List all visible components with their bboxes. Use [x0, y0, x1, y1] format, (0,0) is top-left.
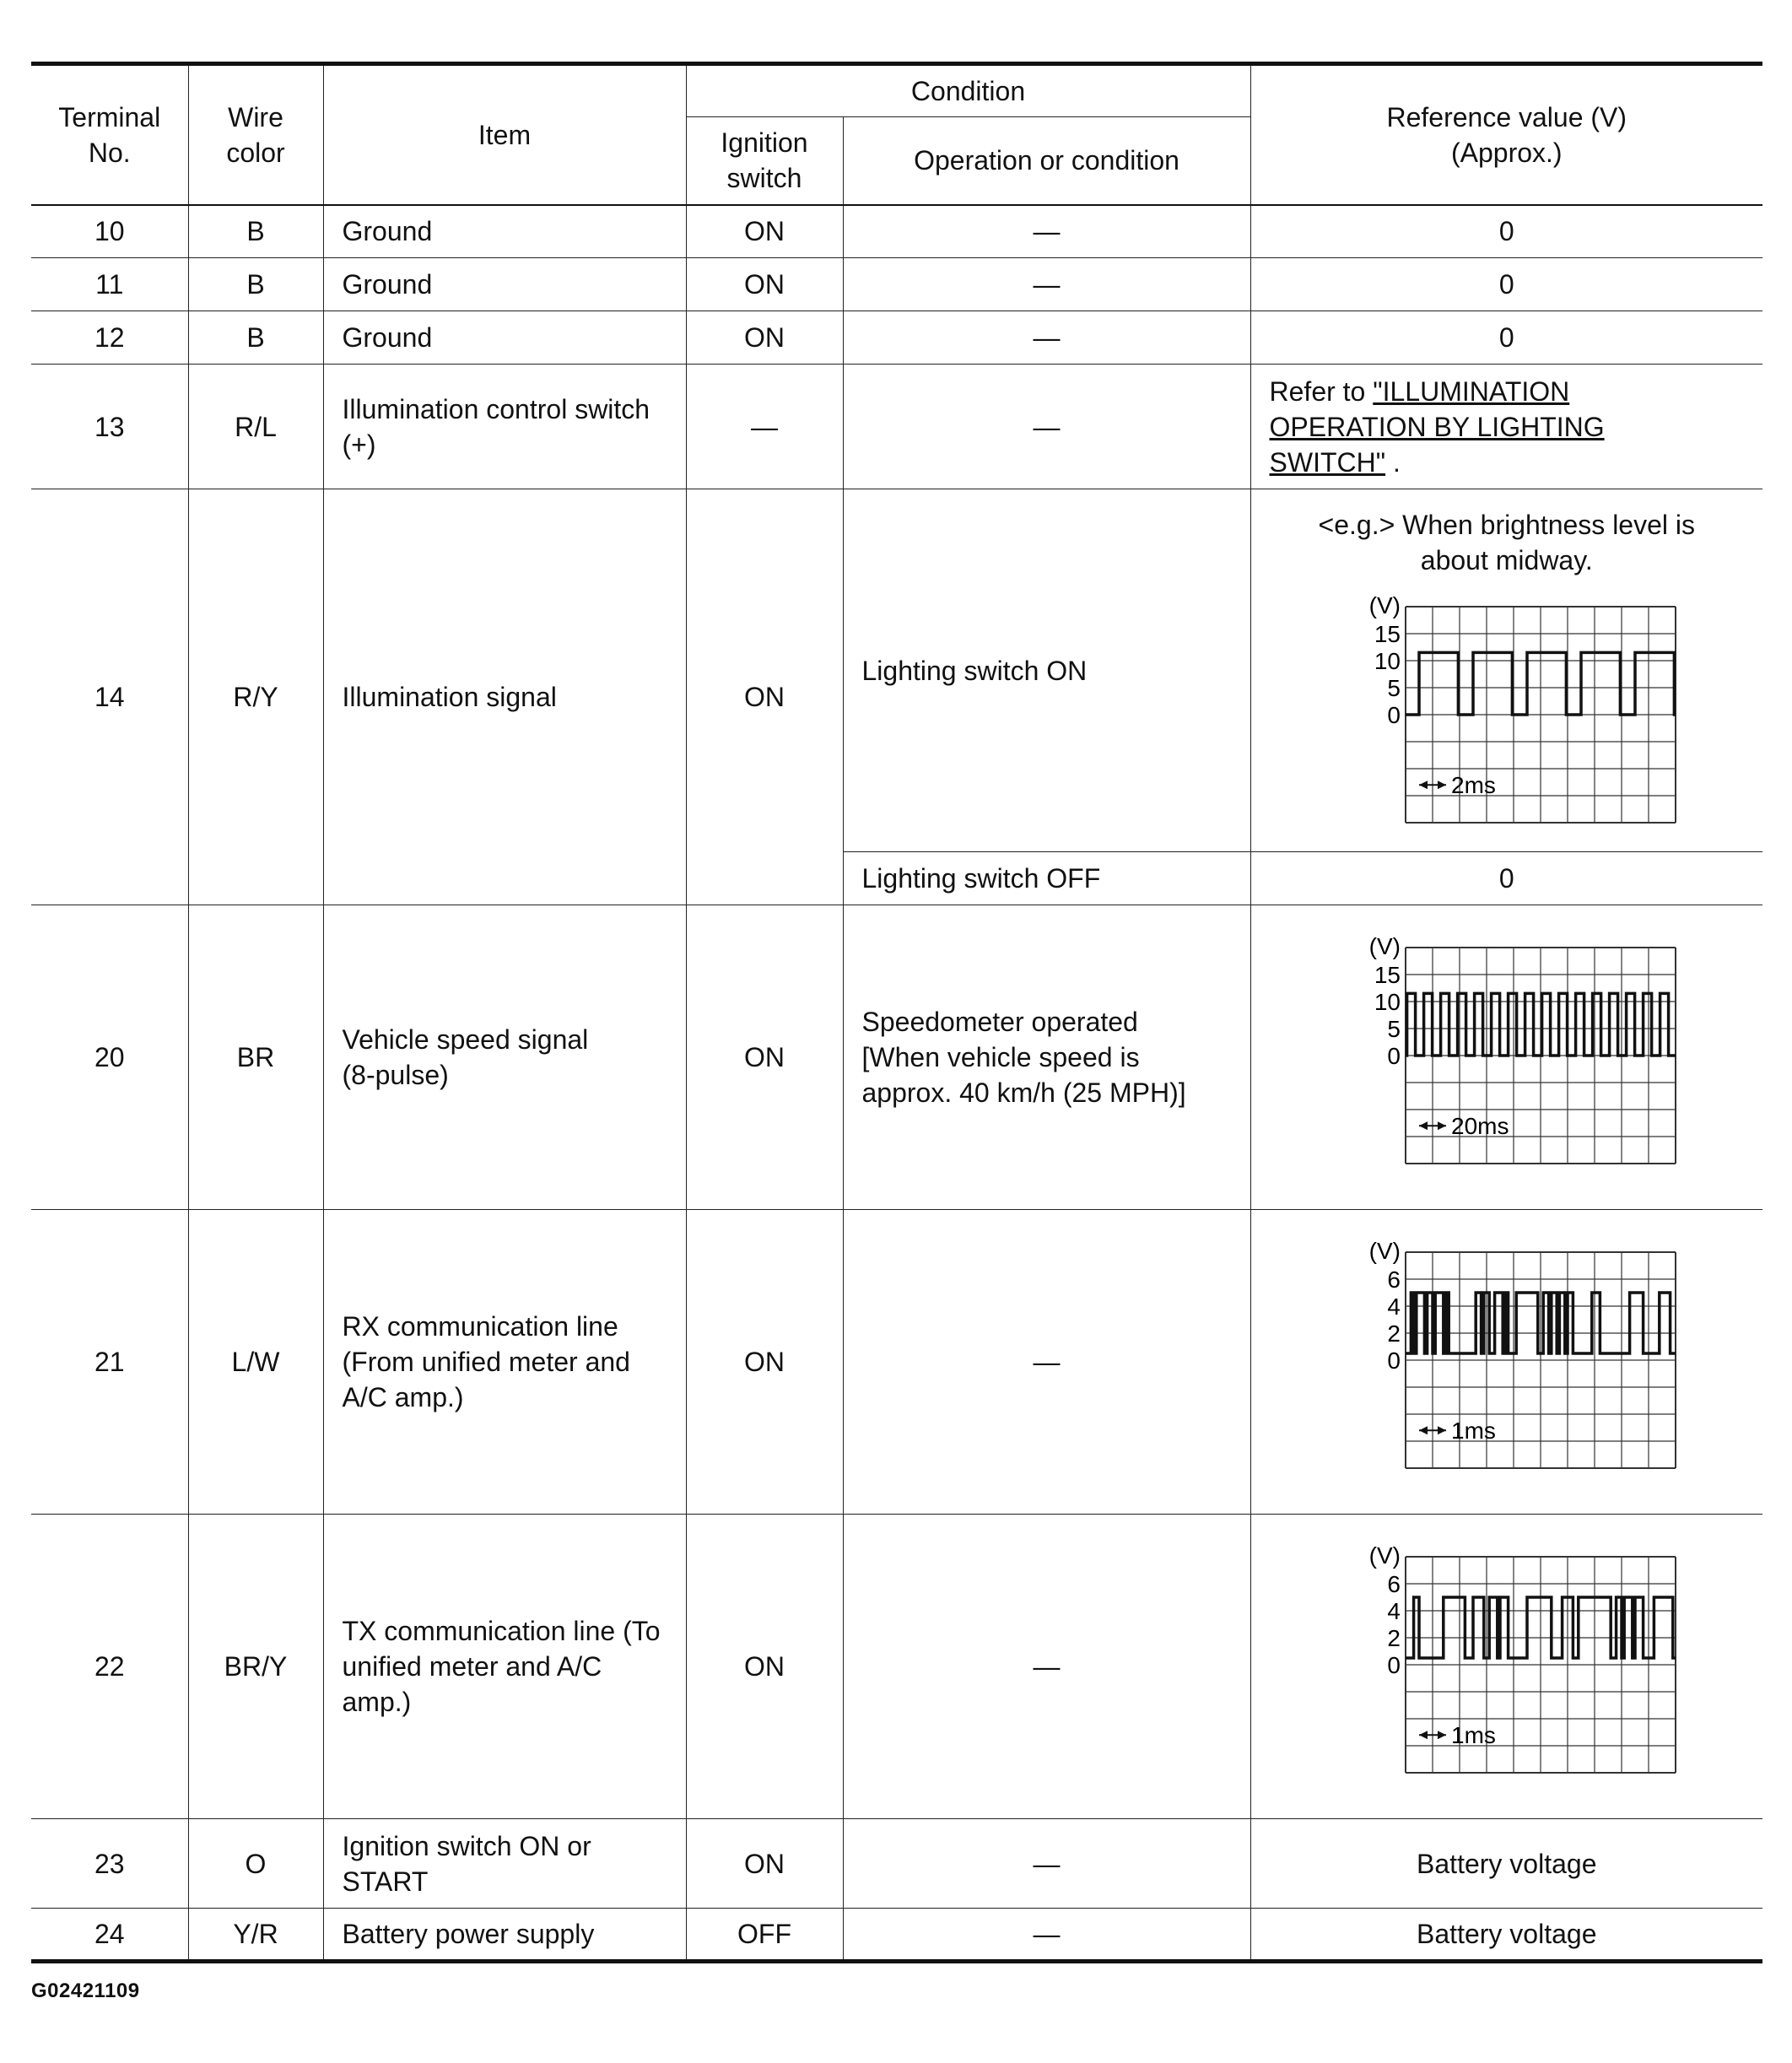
wire-color: BR/Y	[188, 1515, 323, 1819]
reference-link[interactable]: "ILLUMINATION OPERATION BY LIGHTING SWITCH"	[1269, 375, 1605, 478]
axis-tick-label: 0	[1387, 1652, 1401, 1678]
operation: —	[843, 365, 1250, 489]
wire-color: B	[188, 311, 323, 365]
wire-color: R/Y	[188, 489, 323, 905]
table-row	[31, 489, 1762, 852]
terminal-no: 11	[31, 258, 188, 311]
reference-value	[1250, 489, 1762, 852]
time-scale-label: 20ms	[1450, 1113, 1509, 1140]
axis-unit-label: (V)	[1368, 1238, 1401, 1264]
ignition-switch: ON	[686, 311, 843, 365]
item: Ignition switch ON or START	[323, 1819, 686, 1909]
operation: Lighting switch ON	[843, 489, 1250, 852]
item: Ground	[323, 205, 686, 258]
wire-color: B	[188, 205, 323, 258]
time-scale-label: 1ms	[1450, 1722, 1496, 1749]
ignition-switch: ON	[686, 258, 843, 311]
terminal-no: 14	[31, 489, 188, 905]
time-scale-arrow-right	[1438, 1426, 1446, 1434]
terminal-no: 12	[31, 311, 188, 365]
axis-tick-label: 4	[1387, 1293, 1401, 1320]
axis-tick-label: 10	[1374, 989, 1401, 1015]
header-condition: Condition	[686, 64, 1250, 117]
axis-tick-label: 0	[1387, 1347, 1401, 1374]
operation: Lighting switch OFF	[843, 852, 1250, 905]
item: Ground	[323, 258, 686, 311]
figure-code: G02421109	[31, 1979, 140, 2002]
item: Vehicle speed signal (8-pulse)	[323, 905, 686, 1210]
axis-tick-label: 0	[1387, 701, 1401, 728]
time-scale-arrow-right	[1438, 1731, 1446, 1739]
signal-trace	[1406, 993, 1676, 1056]
operation: Speedometer operated [When vehicle speed is approx. 40 km/h (25 MPH)]	[843, 905, 1250, 1210]
terminal-no: 21	[31, 1210, 188, 1515]
table-row	[31, 311, 1762, 365]
terminal-no: 10	[31, 205, 188, 258]
terminal-reference-table	[31, 62, 1762, 1963]
wire-color: O	[188, 1819, 323, 1909]
table-row	[31, 1909, 1762, 1962]
ignition-switch: ON	[686, 1515, 843, 1819]
reference-value	[1250, 1210, 1762, 1515]
axis-tick-label: 2	[1387, 1625, 1401, 1651]
item: Ground	[323, 311, 686, 365]
table-row	[31, 365, 1762, 489]
header-wire-color: Wire color	[188, 64, 323, 205]
header-ignition-switch: Ignition switch	[686, 117, 843, 205]
item: Illumination signal	[323, 489, 686, 905]
item: RX communication line (From unified meter and A/C amp.)	[323, 1210, 686, 1515]
item: Battery power supply	[323, 1909, 686, 1962]
wire-color: B	[188, 258, 323, 311]
reference-value: 0	[1250, 205, 1762, 258]
axis-tick-label: 5	[1387, 674, 1401, 701]
rx-communication-waveform	[1321, 1235, 1692, 1488]
table-row	[31, 905, 1762, 1210]
reference-suffix: .	[1385, 446, 1401, 478]
axis-unit-label: (V)	[1368, 1542, 1401, 1569]
time-scale-arrow-left	[1419, 780, 1428, 789]
wire-color: BR	[188, 905, 323, 1210]
ignition-switch: ON	[686, 905, 843, 1210]
terminal-no: 20	[31, 905, 188, 1210]
time-scale-label: 1ms	[1450, 1418, 1496, 1445]
wire-color: Y/R	[188, 1909, 323, 1962]
vehicle-speed-waveform	[1321, 931, 1692, 1184]
reference-value	[1250, 365, 1762, 489]
illumination-waveform	[1321, 590, 1692, 843]
operation: —	[843, 1909, 1250, 1962]
reference-value: 0	[1250, 852, 1762, 905]
terminal-no: 22	[31, 1515, 188, 1819]
ignition-switch: ON	[686, 489, 843, 905]
axis-unit-label: (V)	[1368, 591, 1401, 618]
reference-value	[1250, 905, 1762, 1210]
time-scale-arrow-left	[1419, 1426, 1428, 1434]
time-scale-arrow-left	[1419, 1121, 1428, 1130]
scope-grid	[1406, 1252, 1676, 1468]
reference-prefix: Refer to	[1269, 375, 1374, 407]
item: TX communication line (To unified meter and A/C amp.)	[323, 1515, 686, 1819]
axis-tick-label: 15	[1374, 620, 1401, 647]
reference-value	[1250, 1515, 1762, 1819]
axis-tick-label: 15	[1374, 962, 1401, 988]
time-scale-arrow-right	[1438, 1121, 1446, 1130]
header-item: Item	[323, 64, 686, 205]
ignition-switch: ON	[686, 1819, 843, 1909]
table-row	[31, 1819, 1762, 1909]
operation: —	[843, 258, 1250, 311]
reference-value: Battery voltage	[1250, 1819, 1762, 1909]
tx-communication-waveform	[1321, 1540, 1692, 1793]
item: Illumination control switch (+)	[323, 365, 686, 489]
time-scale-label: 2ms	[1450, 771, 1496, 798]
reference-value: Battery voltage	[1250, 1909, 1762, 1962]
operation: —	[843, 311, 1250, 365]
axis-tick-label: 2	[1387, 1320, 1401, 1347]
header-terminal-no: Terminal No.	[31, 64, 188, 205]
operation: —	[843, 1515, 1250, 1819]
axis-tick-label: 5	[1387, 1016, 1401, 1042]
terminal-no: 24	[31, 1909, 188, 1962]
wire-color: L/W	[188, 1210, 323, 1515]
table-row	[31, 258, 1762, 311]
axis-tick-label: 6	[1387, 1266, 1401, 1293]
axis-tick-label: 6	[1387, 1571, 1401, 1597]
ignition-switch: ON	[686, 1210, 843, 1515]
reference-value: 0	[1250, 258, 1762, 311]
wire-color: R/L	[188, 365, 323, 489]
axis-unit-label: (V)	[1368, 933, 1401, 959]
axis-tick-label: 10	[1374, 647, 1401, 674]
header-operation-condition: Operation or condition	[843, 117, 1250, 205]
reference-value: 0	[1250, 311, 1762, 365]
terminal-no: 23	[31, 1819, 188, 1909]
table-row	[31, 1515, 1762, 1819]
table-row	[31, 205, 1762, 258]
axis-tick-label: 0	[1387, 1043, 1401, 1069]
ignition-switch: OFF	[686, 1909, 843, 1962]
scope-grid	[1406, 1557, 1676, 1773]
operation: —	[843, 1819, 1250, 1909]
ignition-switch: ON	[686, 205, 843, 258]
time-scale-arrow-left	[1419, 1731, 1428, 1739]
header-reference-value: Reference value (V) (Approx.)	[1250, 64, 1762, 205]
terminal-no: 13	[31, 365, 188, 489]
table-row	[31, 1210, 1762, 1515]
axis-tick-label: 4	[1387, 1598, 1401, 1624]
reference-note: <e.g.> When brightness level is about midway.	[1318, 509, 1695, 575]
time-scale-arrow-right	[1438, 780, 1446, 789]
operation: —	[843, 1210, 1250, 1515]
ignition-switch: —	[686, 365, 843, 489]
operation: —	[843, 205, 1250, 258]
